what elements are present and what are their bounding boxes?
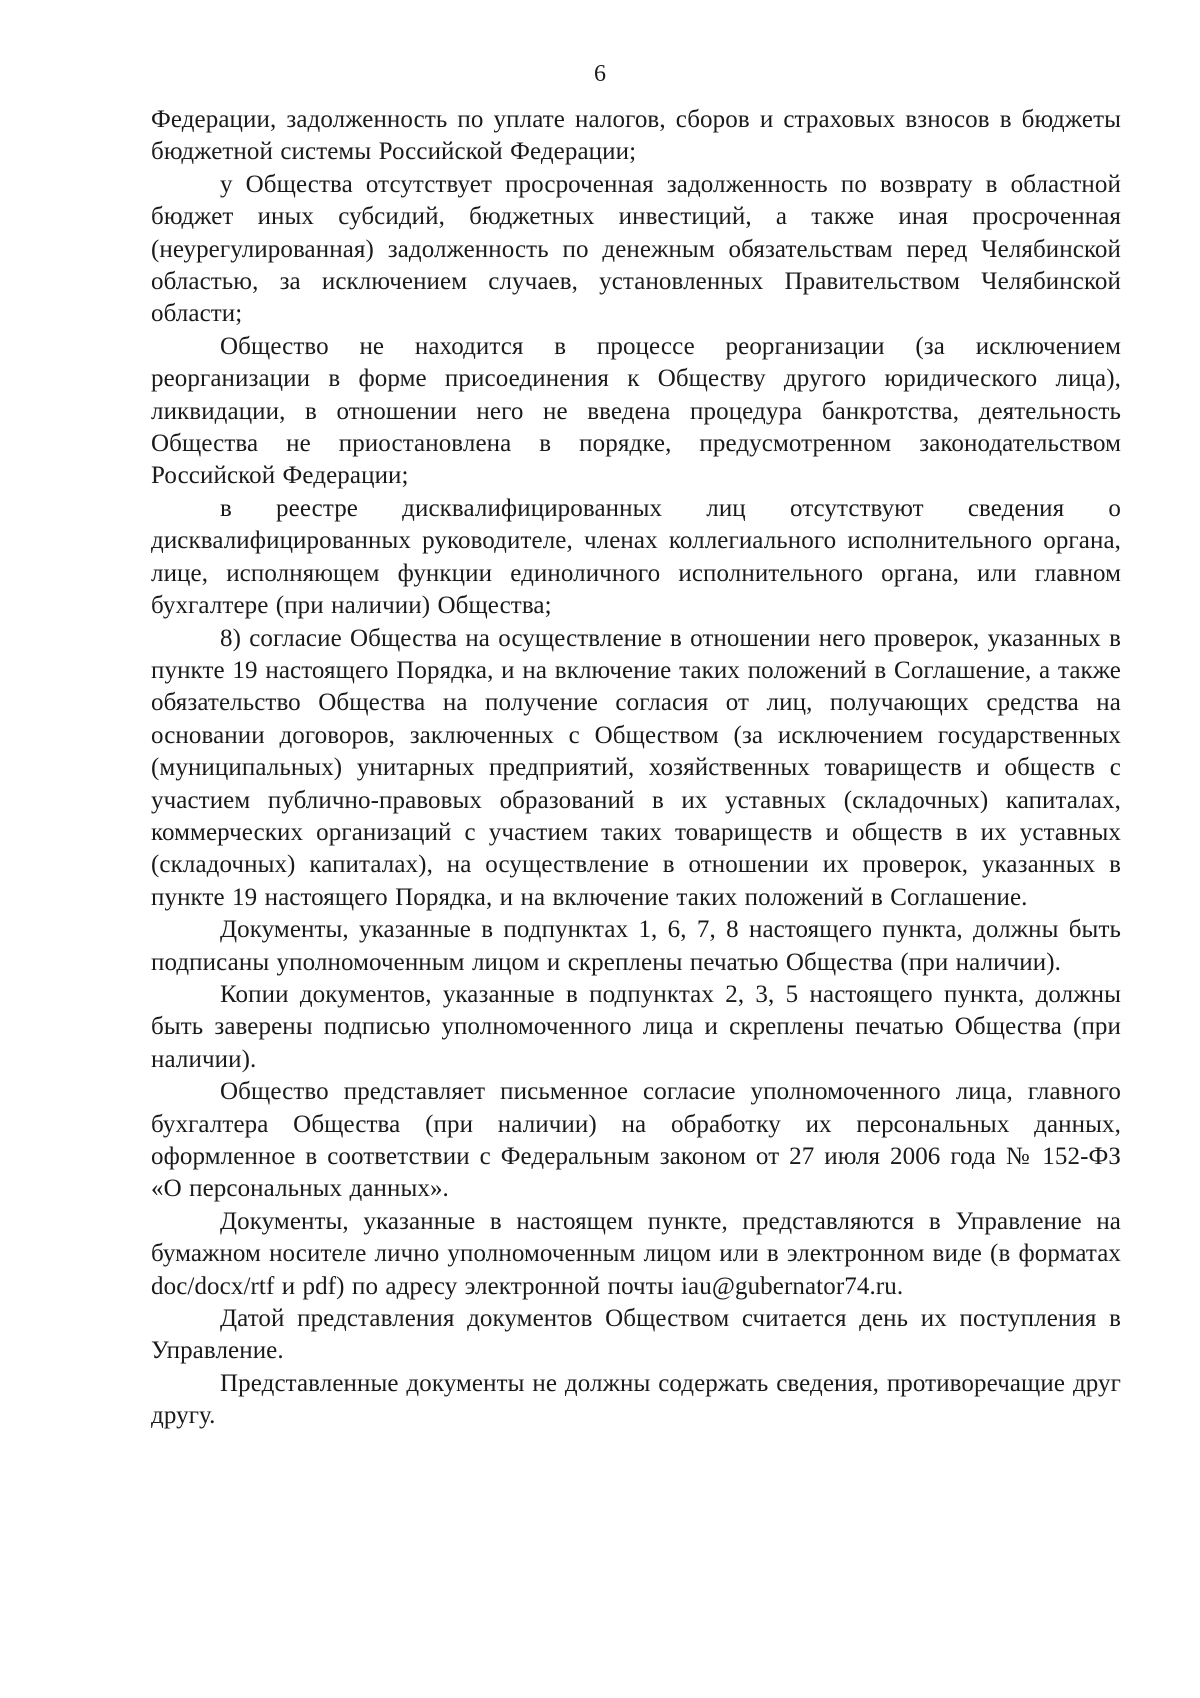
paragraph-personal-data-consent: Общество представляет письменное согласие уполномоченного лица, главного бухгалтера Общества (при наличии) на обработку их персональных данных, оформленное в соответствии с Федеральным законом от 27 июля 2006 года № 152-ФЗ «О персональных данных».	[151, 1078, 1121, 1203]
paragraph-submission-method: Документы, указанные в настоящем пункте, представляются в Управление на бумажном носителе лично уполномоченным лицом или в электронном виде (в форматах doc/docx/rtf и pdf) по адресу электронной почты iau@gubernator74.ru.	[151, 1207, 1121, 1300]
paragraph-continuation: Федерации, задолженность по уплате налогов, сборов и страховых взносов в бюджеты бюджетной системы Российской Федерации;	[151, 106, 1121, 166]
paragraph-signed-documents: Документы, указанные в подпунктах 1, 6, 7, 8 настоящего пункта, должны быть подписаны уполномоченным лицом и скреплены печатью Общества (при наличии).	[151, 916, 1121, 976]
paragraph-certified-copies: Копии документов, указанные в подпунктах 2, 3, 5 настоящего пункта, должны быть заверены подписью уполномоченного лица и скреплены печатью Общества (при наличии).	[151, 980, 1121, 1073]
paragraph-submission-date: Датой представления документов Обществом считается день их поступления в Управление.	[151, 1305, 1121, 1365]
paragraph-item-8-consent: 8) согласие Общества на осуществление в отношении него проверок, указанных в пункте 19 настоящего Порядка, и на включение таких положений в Соглашение, а также обязательство Общества на получение согласия от лиц, получающих средства на основании договоров, заключенных с Обществом (за исключением государственных (муниципальных) унитарных предприятий, хозяйственных товариществ и обществ с участием публично-правовых образований в их уставных (складочных) капиталах, коммерческих организаций с участием таких товариществ и обществ в их уставных (складочных) капиталах), на осуществление в отношении их проверок, указанных в пункте 19 настоящего Порядка, и на включение таких положений в Соглашение.	[151, 624, 1121, 911]
document-body	[151, 104, 1121, 1433]
paragraph-no-reorganization: Общество не находится в процессе реорганизации (за исключением реорганизации в форме присоединения к Обществу другого юридического лица), ликвидации, в отношении него не введена процедура банкротства, деятельность Общества не приостановлена в порядке, предусмотренном законодательством Российской Федерации;	[151, 332, 1121, 490]
page-number: 6	[594, 61, 606, 87]
paragraph-no-contradictions: Представленные документы не должны содержать сведения, противоречащие друг другу.	[151, 1369, 1121, 1430]
paragraph-no-overdue-debt: у Общества отсутствует просроченная задолженность по возврату в областной бюджет иных субсидий, бюджетных инвестиций, а также иная просроченная (неурегулированная) задолженность по денежным обязательствам перед Челябинской областью, за исключением случаев, установленных Правительством Челябинской области;	[151, 170, 1121, 328]
paragraph-disqualified-registry: в реестре дисквалифицированных лиц отсутствуют сведения о дисквалифицированных руководителе, членах коллегиального исполнительного органа, лице, исполняющем функции единоличного исполнительного органа, или главном бухгалтере (при наличии) Общества;	[151, 494, 1121, 620]
